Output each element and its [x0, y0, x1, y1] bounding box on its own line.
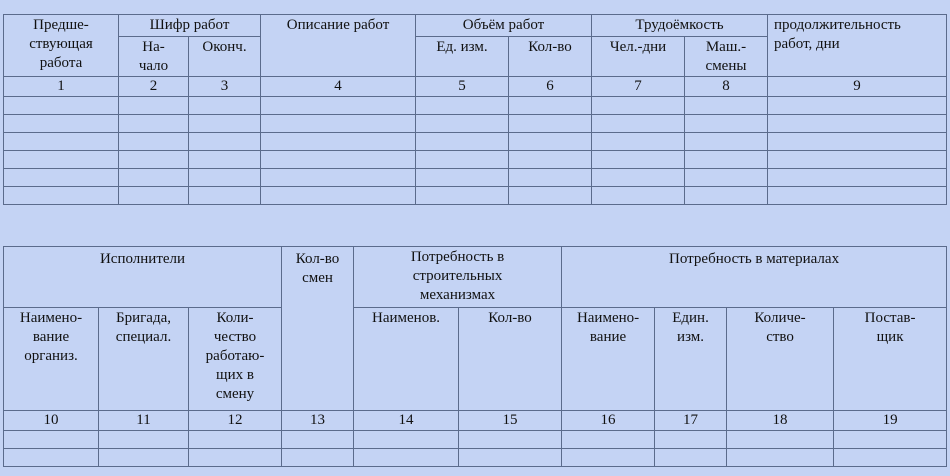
column-number: 18 — [727, 411, 834, 431]
header-preceding-work: Предше- ствующая работа — [4, 15, 119, 77]
header-executors: Исполнители — [4, 247, 282, 308]
column-number: 5 — [416, 77, 509, 97]
column-number: 11 — [99, 411, 189, 431]
resources-table — [3, 246, 947, 467]
header-materials: Потребность в материалах — [562, 247, 947, 308]
header-organization-name: Наимено- вание организ. — [4, 308, 99, 411]
header-man-days: Чел.-дни — [592, 37, 685, 77]
header-duration: продолжительность работ, дни — [768, 15, 947, 77]
header-shift-count: Кол-во смен — [282, 247, 354, 411]
header-material-unit: Един. изм. — [655, 308, 727, 411]
header-unit: Ед. изм. — [416, 37, 509, 77]
header-machine-shifts: Маш.- смены — [685, 37, 768, 77]
header-work-cipher: Шифр работ — [119, 15, 261, 37]
header-machines: Потребность в строительных механизмах — [354, 247, 562, 308]
column-number: 14 — [354, 411, 459, 431]
header-work-volume: Объём работ — [416, 15, 592, 37]
header-brigade: Бригада, специал. — [99, 308, 189, 411]
column-number: 3 — [189, 77, 261, 97]
column-number: 13 — [282, 411, 354, 431]
column-number: 15 — [459, 411, 562, 431]
column-number: 2 — [119, 77, 189, 97]
header-material-name: Наимено- вание — [562, 308, 655, 411]
table-row — [4, 97, 947, 115]
column-number: 4 — [261, 77, 416, 97]
header-workers-per-shift: Коли- чество работаю- щих в смену — [189, 308, 282, 411]
column-number-row — [4, 411, 947, 431]
table-row — [4, 133, 947, 151]
header-material-quantity: Количе- ство — [727, 308, 834, 411]
column-number: 9 — [768, 77, 947, 97]
column-number-row — [4, 77, 947, 97]
column-number: 7 — [592, 77, 685, 97]
header-labor-intensity: Трудоёмкость — [592, 15, 768, 37]
column-number: 6 — [509, 77, 592, 97]
header-work-description: Описание работ — [261, 15, 416, 77]
column-number: 1 — [4, 77, 119, 97]
column-number: 19 — [834, 411, 947, 431]
table-row — [4, 431, 947, 449]
column-number: 16 — [562, 411, 655, 431]
table-row — [4, 151, 947, 169]
table-row — [4, 115, 947, 133]
header-machine-quantity: Кол-во — [459, 308, 562, 411]
table-row — [4, 169, 947, 187]
column-number: 10 — [4, 411, 99, 431]
header-quantity: Кол-во — [509, 37, 592, 77]
header-supplier: Постав- щик — [834, 308, 947, 411]
work-schedule-table — [3, 14, 947, 205]
table-row — [4, 449, 947, 467]
table-row — [4, 187, 947, 205]
column-number: 12 — [189, 411, 282, 431]
column-number: 8 — [685, 77, 768, 97]
header-machine-name: Наименов. — [354, 308, 459, 411]
header-start: На- чало — [119, 37, 189, 77]
column-number: 17 — [655, 411, 727, 431]
header-end: Оконч. — [189, 37, 261, 77]
